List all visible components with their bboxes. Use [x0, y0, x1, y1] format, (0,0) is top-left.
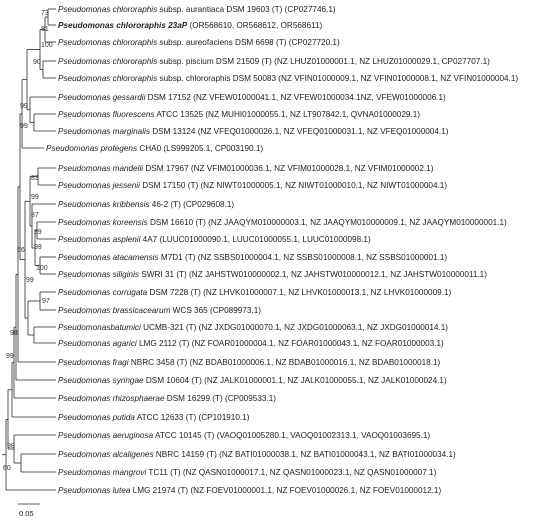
taxon-name: Pseudomonas fragi: [58, 358, 129, 367]
strain-accessions: subsp. aureofaciens DSM 6698 (T) (CP027720.1): [157, 38, 340, 47]
bootstrap-value: 87: [31, 212, 39, 219]
taxon-name: Pseudomonas chlororaphis 23aP: [58, 21, 188, 30]
strain-accessions: (OR568610, OR568612, OR568611): [187, 21, 323, 30]
taxon-name: Pseudomonas gessardii: [58, 93, 146, 102]
taxon-name: Pseudomonas rhizosphaerae: [58, 394, 165, 403]
leaf-label: [58, 218, 507, 227]
strain-accessions: SWRI 31 (T) (NZ JAHSTW010000002.1, NZ JAHSTW010000012.1, NZ JAHSTW010000011.1): [139, 270, 487, 279]
leaf-label: [58, 394, 276, 403]
strain-accessions: DSM 16299 (T) (CP009533.1): [164, 394, 277, 403]
bootstrap-value: 99: [31, 194, 39, 201]
bootstrap-value: 97: [42, 298, 50, 305]
leaf-label: [58, 164, 434, 173]
bootstrap-value: 98: [7, 443, 15, 450]
bootstrap-value: 73: [41, 10, 49, 17]
strain-accessions: DSM 17150 (T) (NZ NIWT01000005.1, NZ NIWT01000010.1, NZ NIWT01000004.1): [139, 181, 448, 190]
leaf-label: [58, 468, 437, 477]
bootstrap-value: 99: [34, 229, 42, 236]
taxon-name: Pseudomonas alcaligenes: [58, 450, 154, 459]
taxon-name: Pseudomonas corrugata: [58, 288, 148, 297]
taxon-name: Pseudomonasbatumici: [58, 323, 141, 332]
leaf-label: [58, 339, 444, 348]
strain-accessions: ATCC 10145 (T) (VAOQ01005280.1, VAOQ01002313.1, VAOQ01003695.1): [153, 431, 431, 440]
leaf-label: [58, 376, 447, 385]
taxon-name: Pseudomonas chlororaphis: [58, 38, 158, 47]
taxon-name: Pseudomonas jessenii: [58, 181, 140, 190]
taxon-name: Pseudomonas brassicacearum: [58, 306, 171, 315]
bootstrap-value: 99: [26, 277, 34, 284]
strain-accessions: DSM 10604 (T) (NZ JALK01000001.1, NZ JALK01000055.1, NZ JALK01000024.1): [143, 376, 447, 385]
taxon-name: Pseudomonas fluorescens: [58, 110, 155, 119]
strain-accessions: CHA0 (LS999205.1, CP003190.1): [137, 144, 264, 153]
bootstrap-value: 81: [41, 26, 49, 33]
leaf-label: [58, 413, 250, 422]
strain-accessions: NBRC 3458 (T) (NZ BDAB01000006.1, NZ BDAB01000016.1, NZ BDAB01000018.1): [128, 358, 441, 367]
strain-accessions: UCMB-321 (T) (NZ JXDG01000070.1, NZ JXDG01000063.1, NZ JXDG01000014.1): [140, 323, 449, 332]
bootstrap-value: 99: [20, 123, 28, 130]
strain-accessions: DSM 13124 (NZ VFEQ01000026.1, NZ VFEQ01000031.1, NZ VFEQ01000004.1): [149, 127, 449, 136]
taxon-name: Pseudomonas putida: [58, 413, 135, 422]
strain-accessions: 46-2 (T) (CP029608.1): [149, 200, 235, 209]
bootstrap-value: 99: [34, 244, 42, 251]
strain-accessions: TC11 (T) (NZ QASN01000017.1, NZ QASN01000023.1, NZ QASN01000007.1): [146, 468, 437, 477]
leaf-label: [58, 5, 336, 14]
leaf-label: [58, 127, 449, 136]
bootstrap-values: [3, 10, 53, 472]
strain-accessions: subsp. piscium DSM 21509 (T) (NZ LHUZ01000001.1, NZ LHUZ01000029.1, CP027707.1): [157, 57, 490, 66]
leaf-label: [58, 288, 452, 297]
taxon-name: Pseudomonas mangrovi: [58, 468, 147, 477]
leaf-label: [46, 144, 263, 153]
leaf-label: [58, 57, 490, 66]
scale-bar-label: 0.05: [19, 509, 34, 518]
taxon-name: Pseudomonas lutea: [58, 486, 131, 495]
bootstrap-value: 99: [6, 353, 14, 360]
taxon-name: Pseudomonas mandelii: [58, 164, 144, 173]
strain-accessions: subsp. aurantiaca DSM 19603 (T) (CP027746.1): [157, 5, 336, 14]
leaf-label: [58, 450, 456, 459]
taxon-name: Pseudomonas atacamensis: [58, 253, 159, 262]
strain-accessions: DSM 17152 (NZ VFEW01000041.1, NZ VFEW01000034.1NZ, VFEW01000006.1): [145, 93, 446, 102]
bootstrap-value: 100: [41, 42, 53, 49]
tree-branches: [2, 9, 56, 490]
strain-accessions: DSM 16610 (T) (NZ JAAQYM010000003.1, NZ JAAQYM010000009.1, NZ JAAQYM010000001.1): [147, 218, 507, 227]
strain-accessions: LMG 2112 (T) (NZ FOAR01000004.1, NZ FOAR01000043.1, NZ FOAR01000003.1): [136, 339, 444, 348]
leaf-label: [58, 38, 340, 47]
leaf-label: [58, 21, 323, 30]
leaf-label: [58, 431, 430, 440]
taxon-name: Pseudomonas koreensis: [58, 218, 148, 227]
bootstrap-value: 90: [33, 59, 41, 66]
bootstrap-value: 60: [3, 465, 11, 472]
bootstrap-value: 83: [31, 175, 39, 182]
strain-accessions: 4A7 (LUUC01000090.1, LUUC01000055.1, LUUC01000098.1): [140, 235, 371, 244]
bootstrap-value: 100: [36, 265, 48, 272]
leaf-label: [58, 253, 447, 262]
taxon-name: Pseudomonas aeruginosa: [58, 431, 154, 440]
leaf-label: [58, 323, 448, 332]
strain-accessions: ATCC 13525 (NZ MUHI01000055.1, NZ LT907842.1, QVNA01000029.1): [154, 110, 420, 119]
leaf-label: [58, 200, 234, 209]
taxon-name: Pseudomonas asplenii: [58, 235, 141, 244]
leaf-label: [58, 306, 261, 315]
strain-accessions: DSM 17967 (NZ VFIM01000036.1, NZ VFIM01000028.1, NZ VFIM01000002.1): [143, 164, 434, 173]
strain-accessions: LMG 21974 (T) (NZ FOEV01000001.1, NZ FOEV01000026.1, NZ FOEV01000012.1): [130, 486, 442, 495]
taxon-name: Pseudomonas agarici: [58, 339, 137, 348]
bootstrap-value: 66: [17, 247, 25, 254]
taxon-name: Pseudomonas marginalis: [58, 127, 150, 136]
bootstrap-value: 98: [10, 330, 18, 337]
strain-accessions: WCS 365 (CP089973.1): [170, 306, 261, 315]
leaf-label: [58, 181, 447, 190]
leaf-label: [58, 110, 420, 119]
leaf-label: [58, 486, 441, 495]
taxon-name: Pseudomonas protegens: [46, 144, 138, 153]
leaf-label: [58, 235, 371, 244]
strain-accessions: subsp. chlororaphis DSM 50083 (NZ VFIN01000009.1, NZ VFIN01000008.1, NZ VFIN01000004.1): [157, 74, 519, 83]
leaf-label: [58, 358, 441, 367]
scale-bar: [18, 504, 40, 518]
taxon-name: Pseudomonas siliginis: [58, 270, 140, 279]
leaf-label: [58, 93, 446, 102]
leaf-label: [58, 270, 487, 279]
bootstrap-value: 99: [20, 103, 28, 110]
taxon-name: Pseudomonas chlororaphis: [58, 5, 158, 14]
strain-accessions: M7D1 (T) (NZ SSBS01000004.1, NZ SSBS01000008.1, NZ SSBS01000001.1): [158, 253, 448, 262]
taxon-name: Pseudomonas chlororaphis: [58, 57, 158, 66]
leaf-labels: [46, 5, 518, 495]
taxon-name: Pseudomonas syringae: [58, 376, 144, 385]
strain-accessions: ATCC 12633 (T) (CP101910.1): [134, 413, 250, 422]
strain-accessions: NBRC 14159 (T) (NZ BATI01000038.1, NZ BATI01000043.1, NZ BATI01000034.1): [153, 450, 456, 459]
taxon-name: Pseudomonas chlororaphis: [58, 74, 158, 83]
taxon-name: Pseudomonas kribbensis: [58, 200, 150, 209]
strain-accessions: DSM 7228 (T) (NZ LHVK01000007.1, NZ LHVK01000013.1, NZ LHVK01000009.1): [147, 288, 452, 297]
leaf-label: [58, 74, 518, 83]
